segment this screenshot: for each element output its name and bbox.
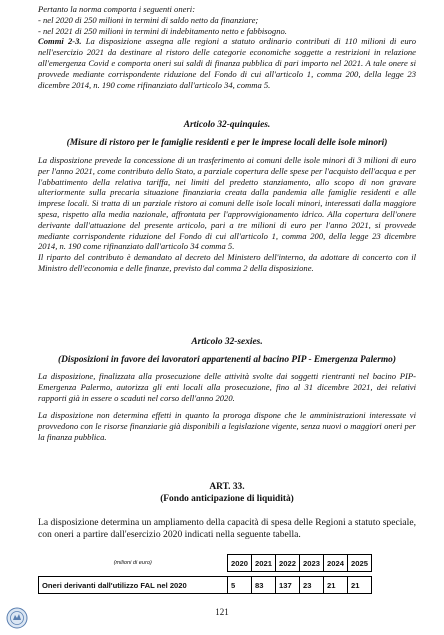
table-cell: 21 [348,577,372,594]
article-32-quinquies-title: Articolo 32-quinquies. [183,120,271,130]
year-header: 2024 [324,555,348,572]
year-header: 2022 [276,555,300,572]
table-cell: 83 [252,577,276,594]
article-32-sexies-subtitle: (Disposizioni in favore dei lavoratori appartenenti al bacino PIP - Emergenza Palermo) [58,355,396,365]
intro-line: Pertanto la norma comporta i seguenti oneri: [38,4,196,14]
table-unit-label: (milioni di euro) [113,560,152,566]
table-row [39,577,372,594]
article-33-body: La disposizione determina un ampliamento della capacità di spesa delle Regioni a statuto speciale, con oneri a partire dall'esercizio 2020 indicati nella seguente tabella. [38,517,416,541]
article-33-subtitle: (Fondo anticipazione di liquidità) [160,494,294,504]
year-header: 2023 [300,555,324,572]
table-header-row [39,555,372,572]
commi-label: Commi 2-3. [38,36,82,47]
article-32-quinquies-body [38,155,416,274]
article-32-quinquies-subtitle: (Misure di ristoro per le famiglie residenti e per le imprese locali delle isole minori) [66,138,388,148]
article-paragraph: La disposizione non determina effetti in quanto la proroga dispone che le amministrazioni interessate vi provvedono con le risorse finanziarie già disponibili a legislazione vigente, senza nuovi o maggiori oneri per la finanza pubblica. [38,410,416,442]
article-33-title: ART. 33. [209,482,245,492]
table-cell: 137 [276,577,300,594]
commi-paragraph [38,36,416,90]
article-paragraph: La disposizione prevede la concessione di un trasferimento ai comuni delle isole minori di 3 milioni di euro per l'anno 2021, come contributo dello Stato, a parziale copertura delle spese per l'acquisto dell'acqua e per l'abbattimento della relativa tariffa, nei limiti del predetto stanziamento, allo scopo di non gravare ulteriormente sulla precaria situazione finanziaria creata dalla pandemia alle famiglie residenti e alle imprese locali. Si tratta di un parziale ristoro ai comuni delle isole locali minori, interessati dalla maggiore spesa, rispetto alla media nazionale, affrontata per l'approvvigionamento idrico. Alla copertura dell'onere derivante dall'attuazione del presente articolo, pari a tre milioni di euro per l'anno 2021, si provvede mediante corrispondente riduzione del Fondo di cui all'articolo 1, comma 200, della legge 23 dicembre 2014, n. 190 come rifinanziato dall'articolo 34 comma 5. [38,155,416,252]
table-cell: 21 [324,577,348,594]
fal-table [38,554,372,594]
intro-line: - nel 2021 di 250 milioni in termini di indebitamento netto e fabbisogno. [38,25,287,36]
year-header: 2020 [228,555,252,572]
article-paragraph: La disposizione, finalizzata alla prosecuzione delle attività svolte dai soggetti rientranti nel bacino PIP-Emergenza Palermo, autorizza gli enti locali alla prosecuzione, fino al 31 dicembre 2021, dei relativi rapporti già in essere o scaduti nel corso dell'anno 2020. [38,371,416,403]
table-cell: 5 [228,577,252,594]
intro-line: - nel 2020 di 250 milioni in termini di saldo netto da finanziare; [38,14,259,25]
article-32-sexies-title: Articolo 32-sexies. [191,337,263,347]
intro-section [38,4,416,90]
commi-text: La disposizione assegna alle regioni a statuto ordinario contributi di 110 milioni di euro nell'esercizio 2021 da destinare al ristoro delle categorie economiche soggette a restrizioni in relazione all'emergenza Covid e comporta oneri sui saldi di finanza pubblica di pari importo nel 2021. A tale onere si provvede mediante corrispondente riduzione del Fondo di cui all'articolo 1, comma 200, della legge 23 dicembre 2014, n. 190 come rifinanziato dall'articolo 34, comma 5. [38,36,416,90]
article-paragraph: Il riparto del contributo è demandato al decreto del Ministero dell'interno, da adottare di concerto con il Ministro dell'economia e delle finanze, previsto dal comma 2 della disposizione. [38,252,416,273]
table-row-label: Oneri derivanti dall'utilizzo FAL nel 2020 [39,577,228,594]
year-header: 2021 [252,555,276,572]
page-number: 121 [215,607,229,617]
table-cell: 23 [300,577,324,594]
article-32-sexies-body [38,371,416,443]
year-header: 2025 [348,555,372,572]
